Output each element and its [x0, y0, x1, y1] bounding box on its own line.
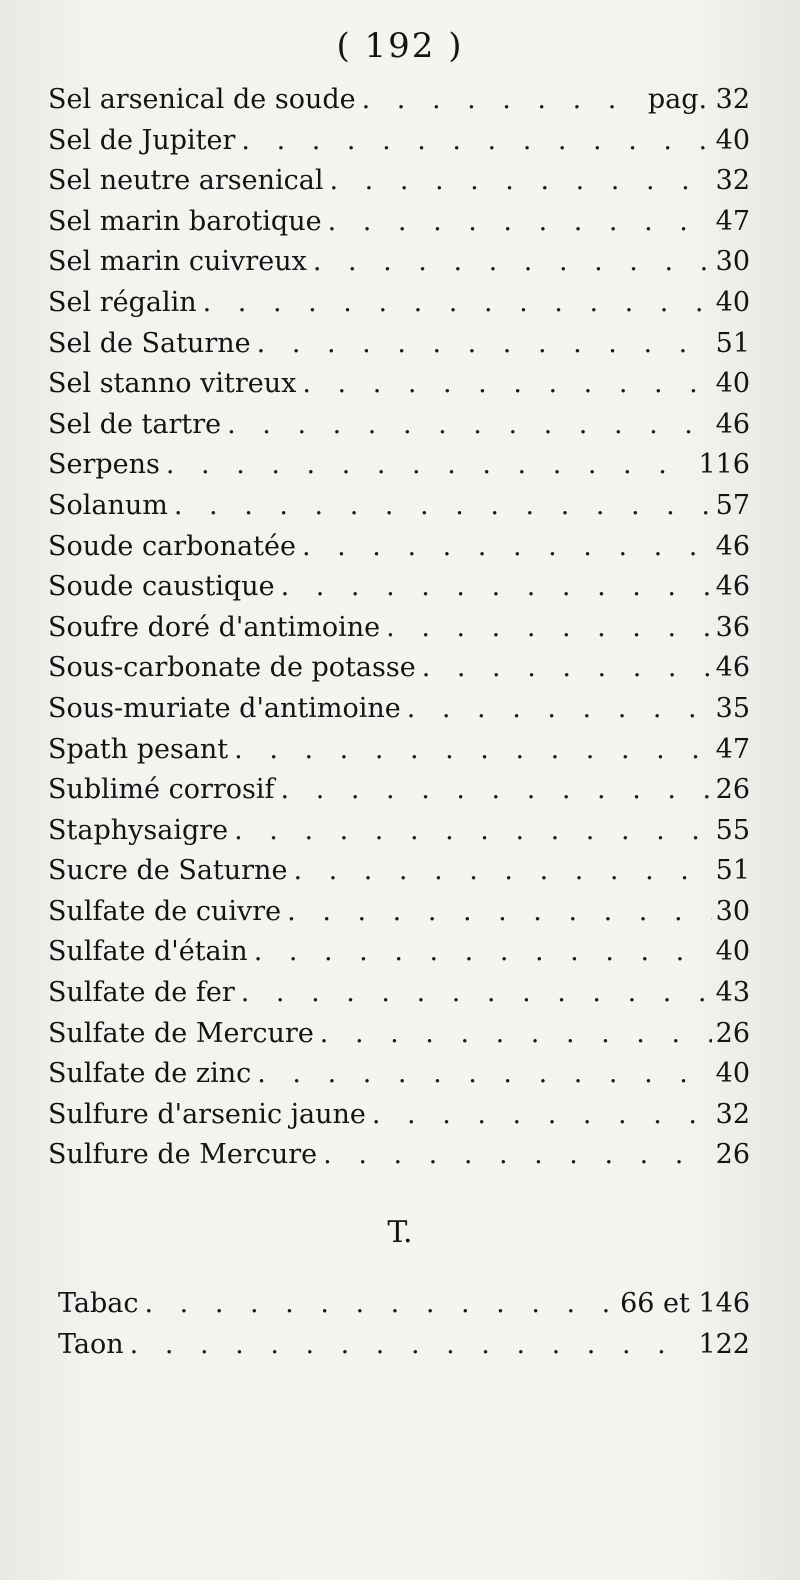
index-entry — [48, 287, 750, 328]
index-entry — [48, 652, 750, 693]
index-entry — [48, 368, 750, 409]
entry-page-ref: 40 — [715, 1058, 750, 1090]
entry-page-ref: 66 et 146 — [620, 1288, 750, 1319]
dot-leader — [168, 490, 712, 521]
entry-page-ref: 35 — [715, 692, 750, 724]
entry-page-ref: pag. 32 — [647, 84, 750, 115]
entry-term: Spath pesant — [48, 733, 229, 765]
entry-term: Staphysaigre — [48, 814, 229, 846]
entry-page-ref: 32 — [715, 165, 750, 197]
index-entry — [48, 246, 750, 287]
index-entry — [48, 1099, 750, 1140]
entry-page-ref: 40 — [715, 286, 750, 318]
index-entry — [48, 977, 750, 1018]
entry-term: Sel de Saturne — [48, 327, 251, 359]
index-entry — [48, 84, 750, 125]
entry-term: Tabac — [58, 1288, 139, 1319]
dot-leader — [323, 165, 711, 196]
dot-leader — [275, 571, 712, 602]
index-entry — [48, 409, 750, 450]
dot-leader — [248, 936, 712, 967]
index-list-s — [48, 84, 750, 1180]
dot-leader — [124, 1329, 695, 1360]
dot-leader — [322, 206, 712, 237]
index-entry — [48, 1139, 750, 1180]
entry-page-ref: 51 — [715, 327, 750, 359]
index-entry — [48, 936, 750, 977]
entry-term: Sublimé corrosif — [48, 774, 275, 806]
section-heading-t: T. — [387, 1215, 413, 1250]
index-entry — [48, 612, 750, 653]
entry-page-ref: 46 — [715, 408, 750, 440]
entry-term: Sel marin barotique — [48, 205, 322, 237]
index-entry — [48, 165, 750, 206]
dot-leader — [317, 1139, 711, 1170]
entry-term: Sulfate d'étain — [48, 936, 248, 968]
dot-leader — [235, 977, 712, 1008]
index-entry — [58, 1329, 750, 1370]
index-entry — [58, 1288, 750, 1329]
index-entry — [48, 1018, 750, 1059]
entry-page-ref: 47 — [715, 733, 750, 765]
dot-leader — [228, 815, 712, 846]
entry-term: Sous-muriate d'antimoine — [48, 692, 401, 724]
entry-page-ref: 122 — [698, 1328, 750, 1360]
dot-leader — [251, 328, 712, 359]
entry-term: Serpens — [48, 449, 160, 481]
entry-page-ref: 46 — [715, 571, 750, 603]
entry-term: Soufre doré d'antimoine — [48, 611, 381, 643]
entry-page-ref: 116 — [698, 449, 750, 481]
entry-term: Sulfure d'arsenic jaune — [48, 1098, 366, 1130]
dot-leader — [380, 612, 711, 643]
entry-page-ref: 51 — [715, 855, 750, 887]
index-list-t — [58, 1288, 750, 1369]
entry-term: Sulfate de zinc — [48, 1058, 252, 1090]
entry-page-ref: 55 — [715, 814, 750, 846]
entry-term: Sel arsenical de soude — [48, 84, 356, 115]
entry-term: Soude carbonatée — [48, 530, 296, 562]
index-entry — [48, 855, 750, 896]
dot-leader — [314, 1018, 712, 1049]
dot-leader — [221, 409, 712, 440]
dot-leader — [416, 652, 712, 683]
entry-page-ref: 36 — [715, 611, 750, 643]
index-entry — [48, 206, 750, 247]
entry-page-ref: 47 — [715, 205, 750, 237]
entry-term: Sulfate de Mercure — [48, 1017, 314, 1049]
dot-leader — [251, 1058, 711, 1089]
entry-term: Sucre de Saturne — [48, 855, 288, 887]
entry-term: Sel de Jupiter — [48, 124, 236, 156]
entry-page-ref: 30 — [715, 246, 750, 278]
entry-page-ref: 40 — [715, 124, 750, 156]
dot-leader — [356, 84, 644, 115]
index-entry — [48, 449, 750, 490]
dot-leader — [366, 1099, 712, 1130]
dot-leader — [235, 125, 711, 156]
dot-leader — [296, 531, 712, 562]
index-entry — [48, 125, 750, 166]
entry-term: Sel stanno vitreux — [48, 368, 297, 400]
entry-page-ref: 57 — [715, 489, 750, 521]
page-number: ( 192 ) — [336, 26, 464, 66]
entry-term: Sous-carbonate de potasse — [48, 652, 416, 684]
dot-leader — [307, 246, 712, 277]
entry-term: Sel de tartre — [48, 408, 222, 440]
entry-page-ref: 26 — [715, 774, 750, 806]
dot-leader — [275, 774, 712, 805]
entry-page-ref: 40 — [715, 936, 750, 968]
entry-term: Sel régalin — [48, 286, 197, 318]
entry-term: Sulfate de fer — [48, 977, 235, 1009]
index-entry — [48, 734, 750, 775]
dot-leader — [228, 734, 711, 765]
dot-leader — [197, 287, 712, 318]
index-entry — [48, 774, 750, 815]
dot-leader — [139, 1288, 617, 1319]
dot-leader — [287, 855, 711, 886]
dot-leader — [296, 368, 711, 399]
entry-page-ref: 46 — [715, 530, 750, 562]
index-entry — [48, 815, 750, 856]
entry-term: Taon — [58, 1328, 124, 1360]
entry-term: Sel neutre arsenical — [48, 165, 324, 197]
dot-leader — [160, 449, 695, 480]
dot-leader — [401, 693, 712, 724]
index-entry — [48, 571, 750, 612]
index-entry — [48, 490, 750, 531]
entry-page-ref: 26 — [715, 1139, 750, 1171]
entry-term: Sulfure de Mercure — [48, 1139, 318, 1171]
entry-term: Sel marin cuivreux — [48, 246, 307, 278]
entry-page-ref: 46 — [715, 652, 750, 684]
entry-page-ref: 43 — [715, 977, 750, 1009]
dot-leader — [281, 896, 711, 927]
entry-page-ref: 26 — [715, 1017, 750, 1049]
index-entry — [48, 896, 750, 937]
index-entry — [48, 531, 750, 572]
entry-term: Sulfate de cuivre — [48, 895, 282, 927]
entry-page-ref: 32 — [715, 1098, 750, 1130]
entry-term: Soude caustique — [48, 571, 275, 603]
index-entry — [48, 1058, 750, 1099]
entry-page-ref: 40 — [715, 368, 750, 400]
index-entry — [48, 328, 750, 369]
index-entry — [48, 693, 750, 734]
entry-term: Solanum — [48, 489, 168, 521]
entry-page-ref: 30 — [715, 895, 750, 927]
